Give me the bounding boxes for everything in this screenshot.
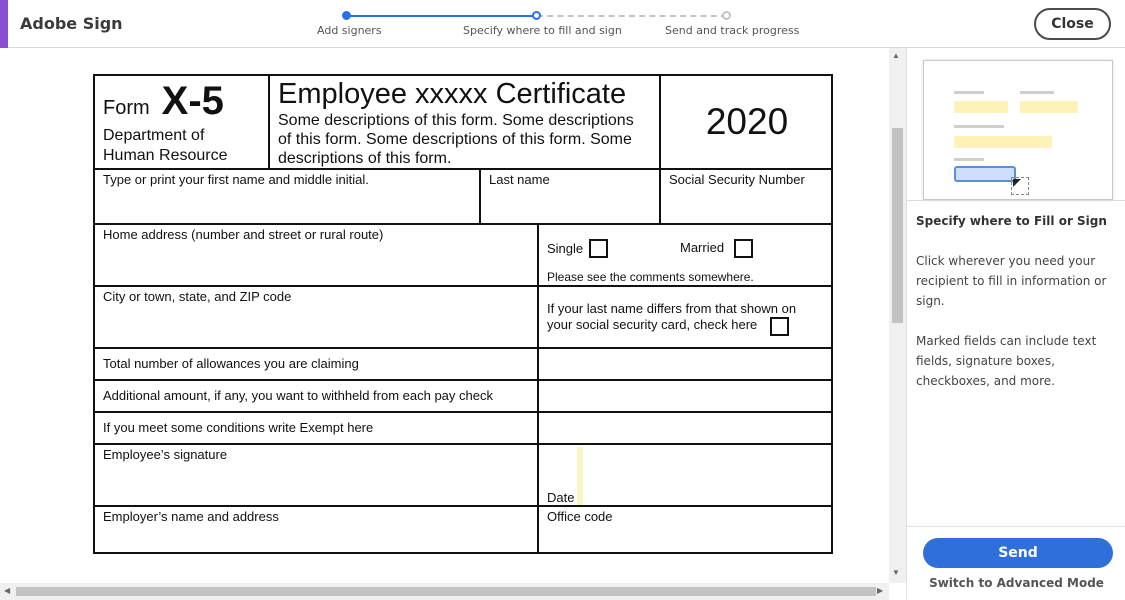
illustration-line xyxy=(954,125,1004,128)
department-name: Department of Human Resource xyxy=(103,127,228,164)
illustration-line xyxy=(954,91,984,94)
illustration-field xyxy=(954,101,1008,113)
horizontal-scrollbar[interactable] xyxy=(0,583,889,600)
scroll-up-icon[interactable]: ▲ xyxy=(892,51,900,60)
allowances-row xyxy=(95,347,537,379)
home-address-field[interactable] xyxy=(95,223,537,285)
employee-signature-field[interactable] xyxy=(95,443,537,505)
scroll-down-icon[interactable]: ▼ xyxy=(892,568,900,577)
scroll-left-icon[interactable]: ◀ xyxy=(4,586,11,595)
additional-amount-label: Additional amount, if any, you want to withheld from each pay check xyxy=(103,388,493,403)
form-description: Some descriptions of this form. Some descriptions of this form. Some descriptions of this form. Some descriptions of this form. xyxy=(278,112,634,167)
allowances-input[interactable] xyxy=(537,347,833,379)
exempt-row xyxy=(95,411,537,443)
form-year: 2020 xyxy=(705,101,789,142)
employer-field[interactable] xyxy=(95,505,537,552)
fill-sign-illustration xyxy=(923,60,1113,200)
form-year-cell xyxy=(659,76,833,168)
step-dot-add-signers xyxy=(342,11,351,20)
ssn-label: Social Security Number xyxy=(669,172,805,187)
panel-paragraph-2: Marked fields can include text fields, signature boxes, checkboxes, and more. xyxy=(916,334,1097,388)
illustration-resize-handle xyxy=(1011,177,1029,195)
first-name-field[interactable] xyxy=(95,168,479,223)
step-label-add-signers[interactable]: Add signers xyxy=(317,24,382,37)
single-checkbox[interactable] xyxy=(589,239,608,258)
last-name-field[interactable] xyxy=(479,168,659,223)
last-name-label: Last name xyxy=(489,172,550,187)
form-title: Employee xxxxx Certificate xyxy=(278,78,627,110)
name-differs-text: If your last name differs from that shown on your social security card, check here xyxy=(547,301,797,332)
date-fill-field-marker[interactable] xyxy=(577,447,583,505)
panel-paragraph-1: Click wherever you need your recipient to fill in information or sign. xyxy=(916,254,1107,308)
form-id-cell xyxy=(95,76,268,168)
document-canvas[interactable] xyxy=(0,48,889,583)
single-label: Single xyxy=(547,241,584,256)
ssn-field[interactable] xyxy=(659,168,833,223)
instructions-panel xyxy=(906,48,1125,600)
illustration-selected-field xyxy=(954,166,1016,182)
horizontal-scroll-thumb[interactable] xyxy=(16,587,876,596)
scroll-right-icon[interactable]: ▶ xyxy=(877,586,884,595)
illustration-field xyxy=(954,136,1052,148)
illustration-line xyxy=(954,158,984,161)
form-x5 xyxy=(93,74,833,554)
additional-amount-row xyxy=(95,379,537,411)
progress-line-complete xyxy=(347,15,537,17)
vertical-scrollbar[interactable] xyxy=(889,48,906,583)
office-code-field[interactable] xyxy=(537,505,833,552)
illustration-line xyxy=(1020,91,1054,94)
form-number: X-5 xyxy=(161,79,224,123)
name-differs-cell xyxy=(537,285,833,347)
panel-divider xyxy=(907,200,1125,201)
form-title-cell xyxy=(268,76,659,168)
comments-note: Please see the comments somewhere. xyxy=(547,270,754,284)
step-dot-specify xyxy=(532,11,541,20)
panel-title: Specify where to Fill or Sign xyxy=(916,214,1107,228)
date-cell[interactable] xyxy=(537,443,833,505)
employer-label: Employer’s name and address xyxy=(103,509,279,524)
first-name-label: Type or print your first name and middle initial. xyxy=(103,172,369,187)
panel-footer-divider xyxy=(907,526,1125,527)
vertical-scroll-thumb[interactable] xyxy=(892,128,903,323)
exempt-label: If you meet some conditions write Exempt here xyxy=(103,420,374,435)
progress-steps xyxy=(0,0,1125,48)
progress-line-pending xyxy=(537,15,727,17)
city-state-zip-field[interactable] xyxy=(95,285,537,347)
app-title: Adobe Sign xyxy=(20,14,123,33)
marital-status-cell xyxy=(537,223,833,285)
step-label-send: Send and track progress xyxy=(665,24,800,37)
step-label-specify: Specify where to fill and sign xyxy=(463,24,622,37)
allowances-label: Total number of allowances you are claiming xyxy=(103,356,359,371)
office-code-label: Office code xyxy=(547,509,613,524)
married-label: Married xyxy=(680,240,725,255)
illustration-field xyxy=(1020,101,1078,113)
step-dot-send xyxy=(722,11,731,20)
exempt-input[interactable] xyxy=(537,411,833,443)
name-differs-checkbox[interactable] xyxy=(770,317,789,336)
header-bar xyxy=(0,0,1125,48)
form-word: Form xyxy=(103,97,150,119)
close-button[interactable]: Close xyxy=(1034,8,1111,40)
signature-label: Employee’s signature xyxy=(103,447,228,462)
send-button[interactable]: Send xyxy=(923,538,1113,568)
home-address-label: Home address (number and street or rural route) xyxy=(103,227,384,242)
advanced-mode-link[interactable]: Switch to Advanced Mode xyxy=(929,576,1104,590)
city-label: City or town, state, and ZIP code xyxy=(103,289,292,304)
date-label: Date xyxy=(547,490,575,505)
additional-amount-input[interactable] xyxy=(537,379,833,411)
married-checkbox[interactable] xyxy=(734,239,753,258)
